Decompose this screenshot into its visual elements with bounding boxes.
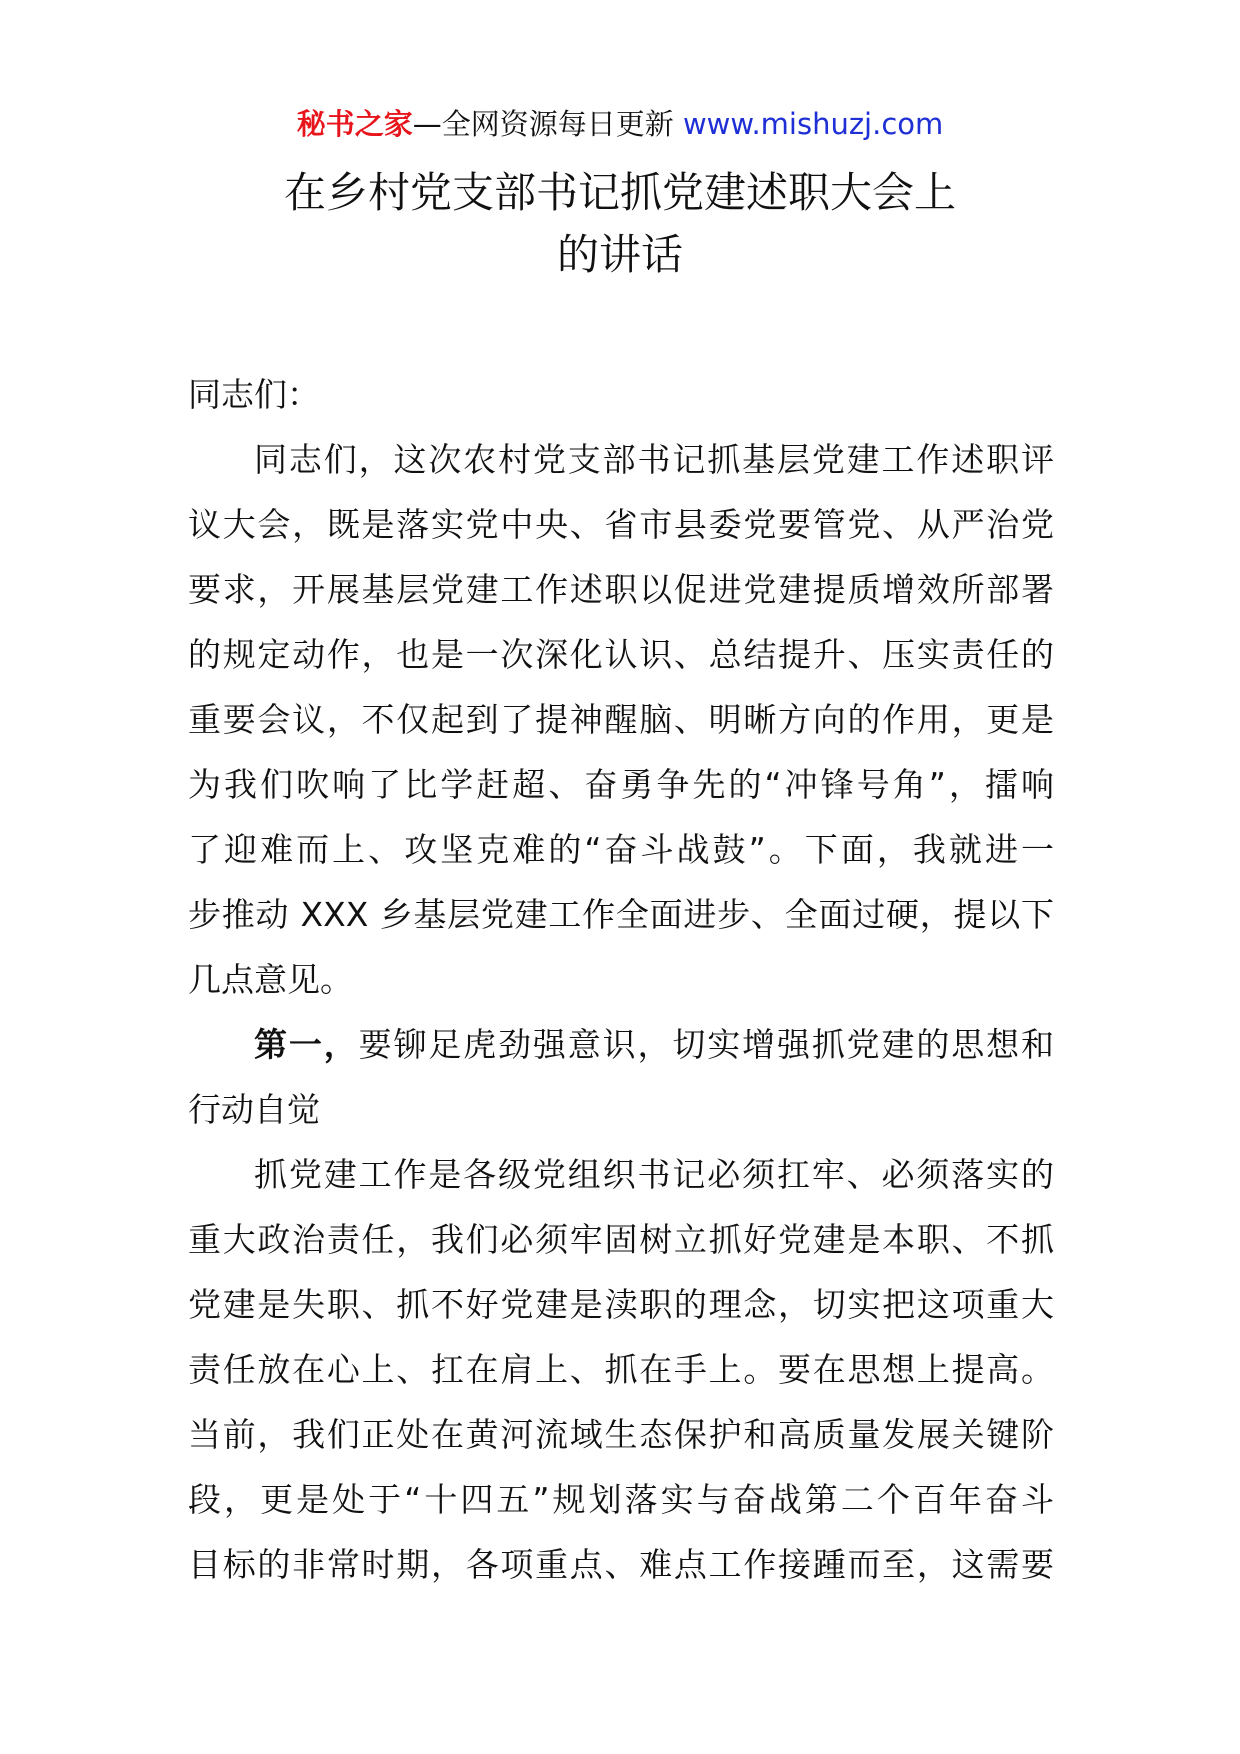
text-line: 要求，开展基层党建工作述职以促进党建提质增效所部署 — [188, 570, 1054, 609]
document-body — [188, 362, 1054, 1597]
site-url-link[interactable]: www.mishuzj.com — [682, 107, 944, 141]
text-line: 为我们吹响了比学赶超、奋勇争先的“冲锋号角”，擂响 — [188, 765, 1054, 804]
text-line: 目标的非常时期，各项重点、难点工作接踵而至，这需要 — [188, 1545, 1054, 1584]
heading-line — [188, 1012, 1054, 1077]
brand-name: 秘书之家 — [296, 107, 413, 141]
text-line: 抓党建工作是各级党组织书记必须扛牢、必须落实的 — [254, 1155, 1054, 1194]
paragraph-2 — [188, 1142, 1054, 1597]
header-slogan: —全网资源每日更新 — [412, 107, 683, 141]
text-line: 重大政治责任，我们必须牢固树立抓好党建是本职、不抓 — [188, 1220, 1054, 1259]
text-line: 当前，我们正处在黄河流域生态保护和高质量发展关键阶 — [188, 1415, 1054, 1454]
section-heading-1 — [188, 1012, 1054, 1142]
text-line: 段，更是处于“十四五”规划落实与奋战第二个百年奋斗 — [188, 1480, 1054, 1519]
text-line: 议大会，既是落实党中央、省市县委党要管党、从严治党 — [188, 505, 1054, 544]
text-line: 步推动 XXX 乡基层党建工作全面进步、全面过硬，提以下 — [188, 895, 1054, 934]
document-title — [0, 162, 1240, 286]
title-line-1: 在乡村党支部书记抓党建述职大会上 — [283, 168, 956, 217]
heading-ordinal: 第一， — [254, 1025, 359, 1064]
text-line: 同志们，这次农村党支部书记抓基层党建工作述职评 — [254, 440, 1054, 479]
text-line: 责任放在心上、扛在肩上、抓在手上。要在思想上提高。 — [188, 1350, 1054, 1389]
text-line: 的规定动作，也是一次深化认识、总结提升、压实责任的 — [188, 635, 1054, 674]
text-line: 重要会议，不仅起到了提神醒脑、明晰方向的作用，更是 — [188, 700, 1054, 739]
site-header — [0, 104, 1240, 144]
text-line: 了迎难而上、攻坚克难的“奋斗战鼓”。下面，我就进一 — [188, 830, 1054, 869]
paragraph-1 — [188, 427, 1054, 1012]
salutation: 同志们： — [188, 375, 320, 414]
heading-text: 要铆足虎劲强意识，切实增强抓党建的思想和 — [358, 1025, 1055, 1064]
text-line: 几点意见。 — [188, 960, 353, 999]
title-line-2: 的讲话 — [556, 230, 683, 279]
heading-line: 行动自觉 — [188, 1090, 320, 1129]
text-line: 党建是失职、抓不好党建是渎职的理念，切实把这项重大 — [188, 1285, 1054, 1324]
